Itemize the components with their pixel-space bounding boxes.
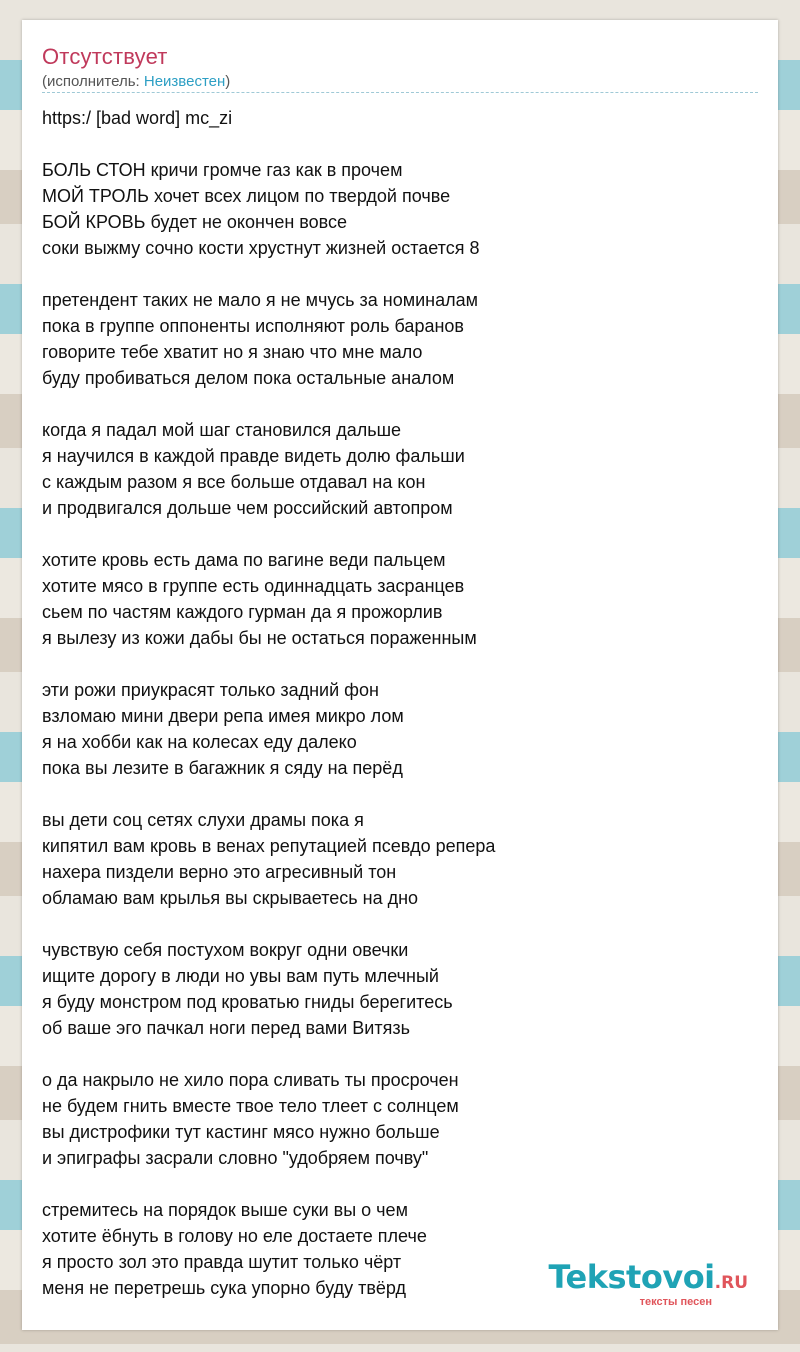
lyric-line: хотите ёбнуть в голову но еле достаете плече	[42, 1226, 427, 1246]
lyric-line: буду пробиваться делом пока остальные аналом	[42, 368, 455, 388]
lyric-line: пока в группе оппоненты исполняют роль баранов	[42, 316, 464, 336]
lyrics-intro	[42, 105, 758, 131]
lyric-line: МОЙ ТРОЛЬ хочет всех лицом по твердой почве	[42, 186, 451, 206]
lyric-line: хотите мясо в группе есть одиннадцать засранцев	[42, 576, 465, 596]
lyric-line: не будем гнить вместе твое тело тлеет с солнцем	[42, 1096, 459, 1116]
artist-suffix: )	[225, 73, 231, 90]
lyrics-card	[22, 20, 778, 1330]
title-divider	[42, 92, 758, 93]
lyric-line: с каждым разом я все больше отдавал на кон	[42, 472, 426, 492]
lyric-line: БОЙ КРОВЬ будет не окончен вовсе	[42, 212, 348, 232]
lyrics-stanza	[42, 807, 758, 911]
lyric-line: я буду монстром под кроватью гниды берегитесь	[42, 992, 453, 1012]
lyric-line: говорите тебе хватит но я знаю что мне мало	[42, 342, 423, 362]
artist-line	[42, 73, 230, 90]
lyric-line: я на хобби как на колесах еду далеко	[42, 732, 357, 752]
lyric-line: БОЛЬ СТОН кричи громче газ как в прочем	[42, 160, 403, 180]
lyrics-stanza	[42, 417, 758, 521]
lyrics-body	[42, 105, 758, 1327]
lyrics-stanza	[42, 1067, 758, 1171]
lyric-line: и эпиграфы засрали словно "удобряем почву"	[42, 1148, 429, 1168]
lyric-line: я вылезу из кожи дабы бы не остаться пораженным	[42, 628, 477, 648]
lyric-line: стремитесь на порядок выше суки вы о чем	[42, 1200, 408, 1220]
lyric-line: хотите кровь есть дама по вагине веди пальцем	[42, 550, 446, 570]
logo-wordmark	[548, 1260, 748, 1300]
lyric-line: претендент таких не мало я не мчусь за номиналам	[42, 290, 479, 310]
lyric-line: меня не перетрешь сука упорно буду твёрд	[42, 1278, 407, 1298]
lyric-line: пока вы лезите в багажник я сяду на перёд	[42, 758, 403, 778]
lyrics-stanza	[42, 157, 758, 261]
lyric-line: о да накрыло не хило пора сливать ты просрочен	[42, 1070, 459, 1090]
lyric-line: вы дистрофики тут кастинг мясо нужно больше	[42, 1122, 440, 1142]
lyric-line: https:/ [bad word] mc_zi	[42, 108, 233, 128]
lyric-line: об ваше эго пачкал ноги перед вами Витязь	[42, 1018, 410, 1038]
artist-prefix: (исполнитель:	[42, 73, 144, 90]
lyric-line: взломаю мини двери репа имея микро лом	[42, 706, 404, 726]
lyric-line: нахера пиздели верно это агресивный тон	[42, 862, 397, 882]
lyrics-stanza	[42, 287, 758, 391]
lyric-line: чувствую себя постухом вокруг одни овечки	[42, 940, 409, 960]
lyric-line: вы дети соц сетях слухи драмы пока я	[42, 810, 364, 830]
lyric-line: я просто зол это правда шутит только чёрт	[42, 1252, 402, 1272]
lyrics-stanza	[42, 547, 758, 651]
lyrics-stanza	[42, 677, 758, 781]
site-logo[interactable]	[548, 1260, 748, 1308]
lyric-line: когда я падал мой шаг становился дальше	[42, 420, 402, 440]
lyric-line: я научился в каждой правде видеть долю фальши	[42, 446, 465, 466]
logo-tld: .RU	[714, 1273, 748, 1293]
lyric-line: соки выжму сочно кости хрустнут жизней остается 8	[42, 238, 480, 258]
lyric-line: и продвигался дольше чем российский автопром	[42, 498, 453, 518]
lyric-line: обламаю вам крылья вы скрываетесь на дно	[42, 888, 419, 908]
logo-main-text: Tekstovoi	[548, 1258, 715, 1296]
lyric-line: ищите дорогу в люди но увы вам путь млечный	[42, 966, 439, 986]
artist-link[interactable]: Неизвестен	[143, 73, 226, 90]
lyric-line: эти рожи приукрасят только задний фон	[42, 680, 379, 700]
lyric-line: кипятил вам кровь в венах репутацией псевдо репера	[42, 836, 496, 856]
lyric-line: сьем по частям каждого гурман да я прожорлив	[42, 602, 443, 622]
song-title: Отсутствует	[42, 44, 168, 69]
lyrics-stanza	[42, 937, 758, 1041]
logo-tagline: тексты песен	[639, 1296, 712, 1308]
